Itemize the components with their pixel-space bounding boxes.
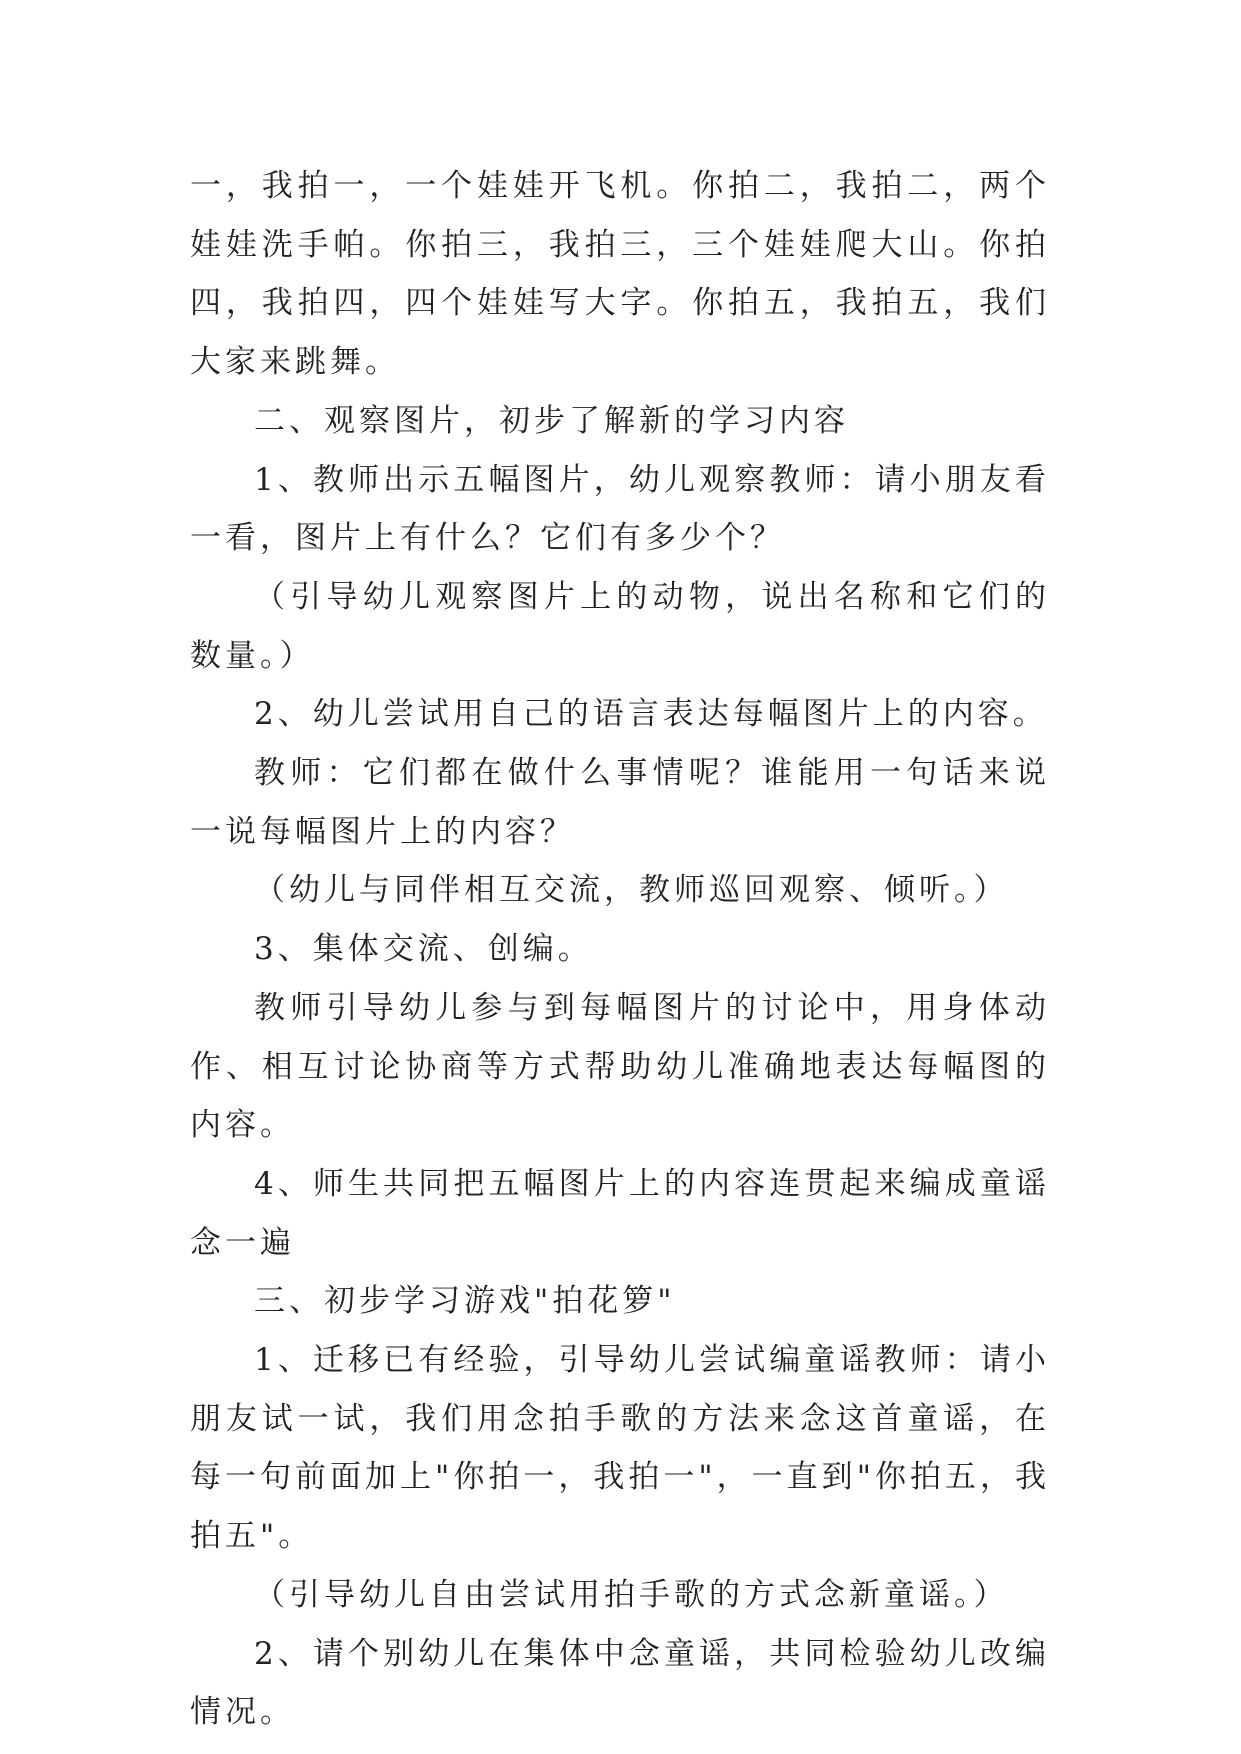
paragraph-step-2: 2、幼儿尝试用自己的语言表达每幅图片上的内容。 — [254, 696, 1048, 733]
paragraph-note-3: （引导幼儿自由尝试用拍手歌的方式念新童谣。） — [254, 1576, 1009, 1613]
paragraph-game-step-1: 1、迁移已有经验，引导幼儿尝试编童谣教师：请小朋友试一试，我们用念拍手歌的方法来念这首童谣，在每一句前面加上"你拍一，我拍一"，一直到"你拍五，我拍五"。 — [190, 1342, 1050, 1555]
paragraph-clapping-rhyme: 一，我拍一，一个娃娃开飞机。你拍二，我拍二，两个娃娃洗手帕。你拍三，我拍三，三个娃娃爬大山。你拍四，我拍四，四个娃娃写大字。你拍五，我拍五，我们大家来跳舞。 — [190, 168, 1050, 381]
paragraph-step-3: 3、集体交流、创编。 — [254, 931, 593, 968]
section-heading-observe-pictures: 二、观察图片，初步了解新的学习内容 — [254, 402, 849, 439]
paragraph-note-1: （引导幼儿观察图片上的动物，说出名称和它们的数量。） — [190, 578, 1050, 674]
paragraph-game-step-2: 2、请个别幼儿在集体中念童谣，共同检验幼儿改编情况。 — [190, 1635, 1050, 1731]
document-body — [190, 157, 1050, 1742]
section-heading-game: 三、初步学习游戏"拍花箩" — [254, 1283, 676, 1320]
paragraph-teacher-question: 教师：它们都在做什么事情呢？谁能用一句话来说一说每幅图片上的内容？ — [190, 755, 1050, 850]
paragraph-note-2: （幼儿与同伴相互交流，教师巡回观察、倾听。） — [254, 872, 1009, 909]
paragraph-step-1: 1、教师出示五幅图片，幼儿观察教师：请小朋友看一看，图片上有什么？它们有多少个？ — [190, 461, 1050, 557]
paragraph-teacher-guidance: 教师引导幼儿参与到每幅图片的讨论中，用身体动作、相互讨论协商等方式帮助幼儿准确地表达每幅图的内容。 — [190, 989, 1050, 1144]
paragraph-step-4: 4、师生共同把五幅图片上的内容连贯起来编成童谣念一遍 — [190, 1165, 1050, 1261]
